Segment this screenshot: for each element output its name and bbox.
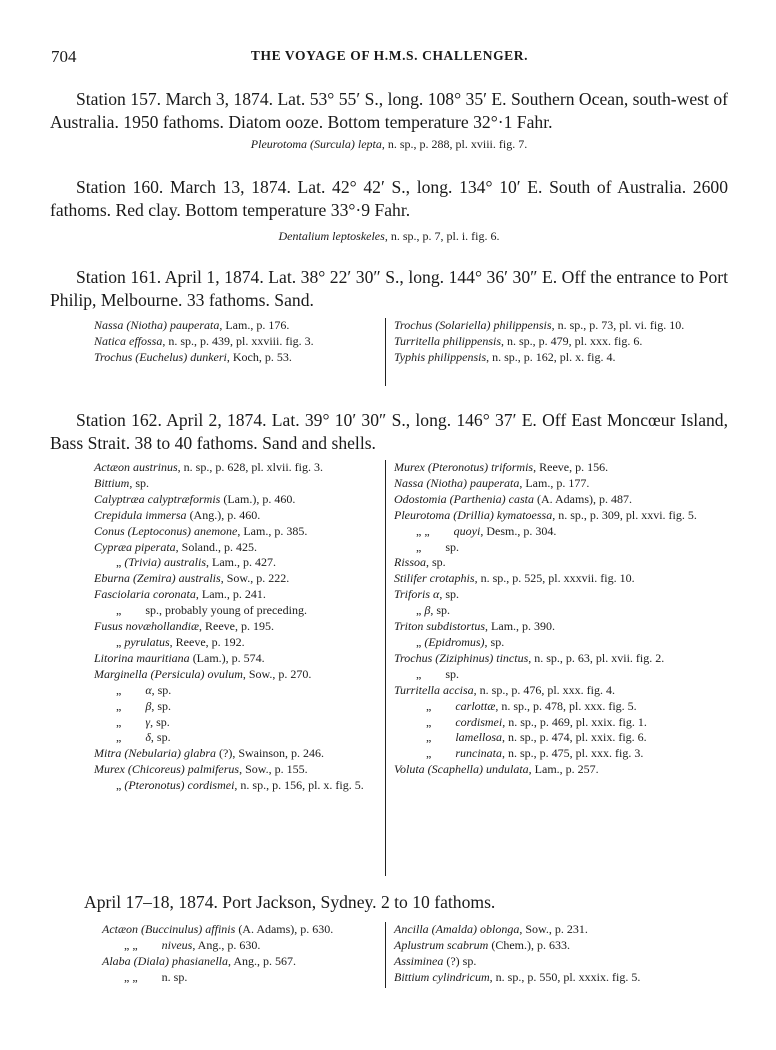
list-item: „ cordismei, n. sp., p. 469, pl. xxix. fig. 1. [426,714,647,729]
list-item: „ (Epidromus), sp. [416,634,505,649]
list-item: Actæon austrinus, n. sp., p. 628, pl. xlvii. fig. 3. [94,460,324,474]
list-item: Murex (Pteronotus) triformis, Reeve, p. 156. [394,460,609,474]
list-item: Alaba (Diala) phasianella, Ang., p. 567. [102,953,297,968]
list-item: Bittium cylindricum, n. sp., p. 550, pl. xxxix. fig. 5. [394,969,641,984]
list-item: „ γ, sp. [116,714,170,729]
list-item: „ (Pteronotus) cordismei, n. sp., p. 156, pl. x. fig. 5. [116,778,364,793]
list-item: Odostomia (Parthenia) casta (A. Adams), p. 487. [394,491,632,506]
list-item: „ „ n. sp. [124,969,188,984]
station-160-entry [50,229,728,244]
list-item: „ sp. [416,666,459,681]
station-157-entry [50,137,728,152]
list-item: Assiminea (?) sp. [394,953,477,968]
list-item: Marginella (Persicula) ovulum, Sow., p. 270. [94,666,312,681]
column-rule [385,318,386,386]
left-column [102,922,386,986]
page-number: 704 [51,47,77,66]
list-item: Voluta (Scaphella) undulata, Lam., p. 257. [394,762,599,777]
list-item: „ (Trivia) australis, Lam., p. 427. [116,555,277,570]
list-item: „ „ niveus, Ang., p. 630. [124,937,261,952]
species-name: Dentalium leptoskeles [278,229,385,243]
station-160-heading: Station 160. March 13, 1874. Lat. 42° 42′ S., long. 134° 10′ E. South of Australia. 2600 fathoms. Red clay. Bottom temperature 33°·9 Fahr. [50,177,728,220]
right-column [394,460,734,778]
station-162-heading: Station 162. April 2, 1874. Lat. 39° 10′ 30″ S., long. 146° 37′ E. Off East Moncœur Island, Bass Strait. 38 to 40 fathoms. Sand and shells. [50,410,728,453]
port-jackson-heading: April 17–18, 1874. Port Jackson, Sydney. 2 to 10 fathoms. [84,892,496,912]
list-item: „ sp. [416,539,459,554]
left-column [94,460,378,794]
left-column [94,318,378,366]
list-item: Conus (Leptoconus) anemone, Lam., p. 385. [94,523,308,538]
list-item: Bittium, sp. [94,475,150,490]
running-head: THE VOYAGE OF H.M.S. CHALLENGER. [250,48,529,63]
list-item: „ pyrulatus, Reeve, p. 192. [116,634,245,649]
list-item: „ sp., probably young of preceding. [116,603,307,618]
list-item: „ β, sp. [116,698,171,713]
list-item: „ β, sp. [416,603,450,618]
list-item: „ carlottæ, n. sp., p. 478, pl. xxx. fig. 5. [426,698,637,713]
list-item: Actæon (Buccinulus) affinis (A. Adams), p. 630. [102,922,334,936]
list-item: Eburna (Zemira) australis, Sow., p. 222. [94,571,290,586]
list-item: Turritella accisa, n. sp., p. 476, pl. xxx. fig. 4. [394,682,616,697]
list-item: Mitra (Nebularia) glabra (?), Swainson, p. 246. [94,746,324,761]
list-item: Ancilla (Amalda) oblonga, Sow., p. 231. [394,922,588,936]
list-item: Crepidula immersa (Ang.), p. 460. [94,507,261,522]
list-item: Aplustrum scabrum (Chem.), p. 633. [394,937,570,952]
list-item: „ „ quoyi, Desm., p. 304. [416,523,557,538]
list-item: Trochus (Solariella) philippensis, n. sp., p. 73, pl. vi. fig. 10. [394,318,685,332]
list-item: Trochus (Ziziphinus) tinctus, n. sp., p. 63, pl. xvii. fig. 2. [394,650,665,665]
page-header [51,47,728,69]
right-column [394,922,734,986]
list-item: Rissoa, sp. [394,555,446,570]
species-reference: , n. sp., p. 7, pl. i. fig. 6. [384,229,500,243]
list-item: „ runcinata, n. sp., p. 475, pl. xxx. fig. 3. [426,746,644,761]
list-item: Calyptræa calyptræformis (Lam.), p. 460. [94,491,296,506]
list-item: „ α, sp. [116,682,172,697]
list-item: Typhis philippensis, n. sp., p. 162, pl. x. fig. 4. [394,349,616,364]
species-reference: , n. sp., p. 288, pl. xviii. fig. 7. [381,137,528,151]
station-162-species-list [94,460,734,880]
list-item: Triforis α, sp. [394,587,459,602]
list-item: Fasciolaria coronata, Lam., p. 241. [94,587,266,602]
column-rule [385,460,386,876]
list-item: Nassa (Niotha) pauperata, Lam., p. 176. [94,318,290,332]
list-item: Pleurotoma (Drillia) kymatoessa, n. sp., p. 309, pl. xxvi. fig. 5. [394,507,697,522]
list-item: Natica effossa, n. sp., p. 439, pl. xxviii. fig. 3. [94,333,314,348]
right-column [394,318,734,366]
list-item: Litorina mauritiana (Lam.), p. 574. [94,650,265,665]
list-item: Stilifer crotaphis, n. sp., p. 525, pl. xxxvii. fig. 10. [394,571,635,586]
list-item: Fusus novæhollandiæ, Reeve, p. 195. [94,619,274,634]
list-item: Cypræa piperata, Soland., p. 425. [94,539,258,554]
list-item: Trochus (Euchelus) dunkeri, Koch, p. 53. [94,349,292,364]
station-157-heading: Station 157. March 3, 1874. Lat. 53° 55′ S., long. 108° 35′ E. Southern Ocean, south-west of Australia. 1950 fathoms. Diatom ooze. Bottom temperature 32°·1 Fahr. [50,89,728,132]
station-161-heading: Station 161. April 1, 1874. Lat. 38° 22′ 30″ S., long. 144° 36′ 30″ E. Off the entrance to Port Philip, Melbourne. 33 fathoms. Sand. [50,267,728,310]
list-item: Nassa (Niotha) pauperata, Lam., p. 177. [394,475,590,490]
port-jackson-species-list [102,922,732,990]
list-item: Murex (Chicoreus) palmiferus, Sow., p. 155. [94,762,308,777]
species-name: Pleurotoma (Surcula) lepta [250,137,382,151]
station-161-species-list [94,318,734,388]
list-item: Turritella philippensis, n. sp., p. 479, pl. xxx. fig. 6. [394,333,643,348]
list-item: „ lamellosa, n. sp., p. 474, pl. xxix. fig. 6. [426,730,647,745]
list-item: „ δ, sp. [116,730,171,745]
list-item: Triton subdistortus, Lam., p. 390. [394,619,556,634]
